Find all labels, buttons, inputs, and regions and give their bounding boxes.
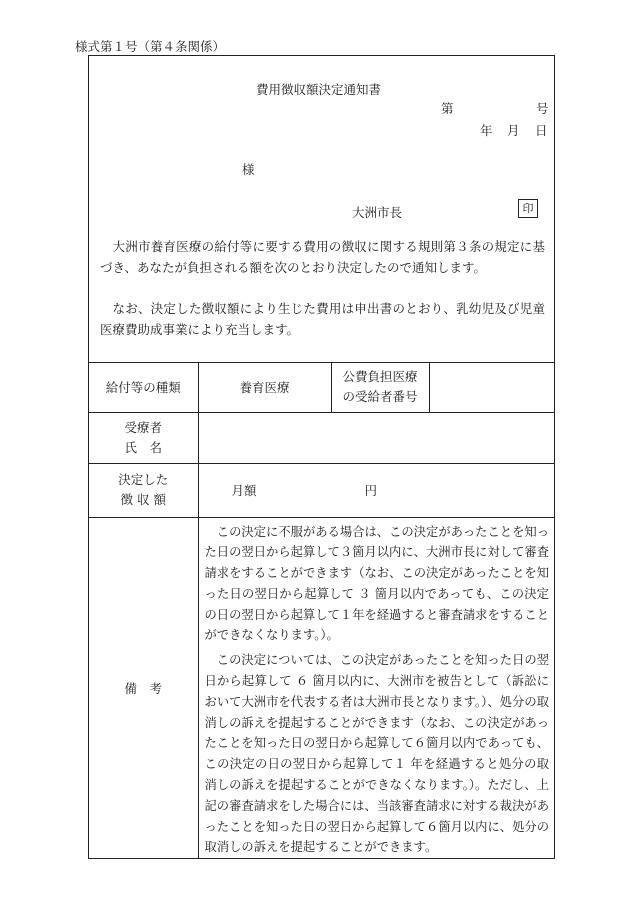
amount-value: [198, 463, 554, 517]
date-year-label: 年: [480, 123, 493, 138]
seal-mark: 印: [518, 199, 538, 218]
remarks-paragraph-1: この決定に不服がある場合は、この決定があったことを知った日の翌日から起算して３箇月以内に、大洲市長に対して審査請求をすることができます（なお、この決定があったことを知った日の翌日から起算して ３ 箇月以内であっても、この決定の日の翌日から起算して１年を経過すると審査請求をすることができなくなります。）。: [204, 524, 549, 643]
recipient-number-label: [331, 362, 429, 412]
table-row: [89, 362, 554, 412]
document-title: 費用徴収額決定通知書: [256, 82, 382, 97]
table-row: [89, 463, 554, 517]
notice-paragraph-1: 大洲市養育医療の給付等に要する費用の徴収に関する規則第３条の規定に基づき、あなたが負担される額を次のとおり決定したので通知します。: [100, 239, 545, 275]
notice-form: [88, 55, 555, 859]
issuer-name: 大洲市長: [352, 205, 403, 220]
number-prefix: 第: [441, 101, 454, 116]
form-number-label: 様式第１号（第４条関係）: [75, 39, 226, 54]
addressee-suffix: 様: [242, 162, 255, 177]
date-day-label: 日: [535, 123, 548, 138]
remarks-content: [198, 517, 554, 858]
recipient-number-label-line1: 公費負担医療: [342, 368, 418, 384]
notice-section: [89, 56, 554, 363]
monthly-amount-label: 月額: [231, 483, 257, 498]
patient-label-line1: 受療者: [124, 419, 162, 435]
amount-label-line2: 徴 収 額: [120, 492, 166, 507]
remarks-paragraph-2: この決定については、この決定があったことを知った日の翌日から起算して ６ 箇月以内に、大洲市を被告として（訴訟において大洲市を代表する者は大洲市長となります。）、処分の取消しの訴えを提起することができます（なお、この決定があったことを知った日の翌日から起算して６箇月以内であっても、この決定の日の翌日から起算して１ 年を経過すると処分の取消しの訴えを提起することができなくなります。）。ただし、上記の審査請求をした場合には、当該審査請求に対する裁決があったことを知った日の翌日から起算して６箇月以内に、処分の取消しの訴えを提起することができます。: [204, 653, 549, 855]
recipient-number-value: [429, 362, 554, 412]
details-table: [89, 362, 554, 858]
patient-name-label: [89, 412, 198, 463]
remarks-label: 備 考: [89, 517, 198, 858]
notice-paragraph-2: なお、決定した徴収額により生じた費用は申出書のとおり、乳幼児及び児童医療費助成事業により充当します。: [100, 301, 545, 337]
table-row: [89, 517, 554, 858]
number-suffix: 号: [536, 101, 549, 116]
patient-label-line2: 氏 名: [124, 439, 162, 455]
recipient-number-label-line2: の受給者番号: [342, 388, 418, 404]
patient-name-value: [198, 412, 554, 463]
benefit-type-label: 給付等の種類: [89, 362, 198, 412]
date-month-label: 月: [507, 123, 520, 138]
table-row: [89, 412, 554, 463]
amount-label-line1: 決定した: [118, 472, 169, 487]
benefit-type-value: 養育医療: [198, 362, 331, 412]
amount-label: [89, 463, 198, 517]
yen-unit: 円: [364, 483, 378, 498]
